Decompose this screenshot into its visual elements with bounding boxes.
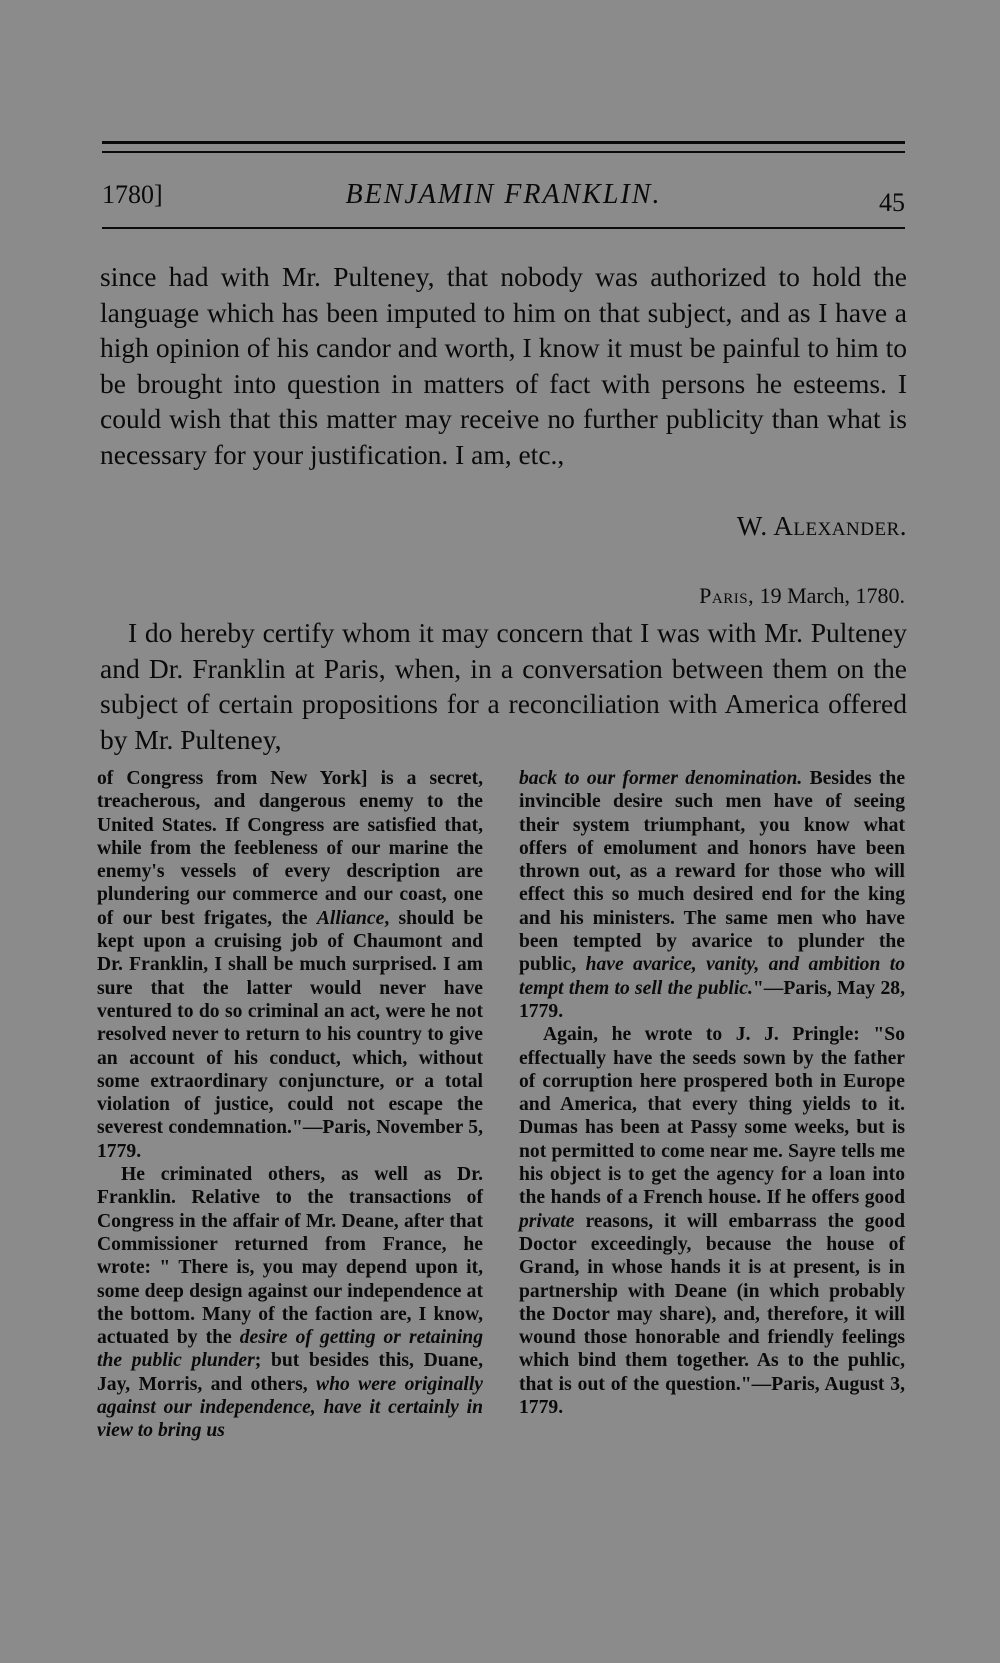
certificate-dateline <box>699 581 905 611</box>
running-head <box>102 178 905 218</box>
dateline-date: 19 March, 1780. <box>754 583 905 608</box>
footnote-column-left <box>97 767 483 1443</box>
certificate-paragraph: I do hereby certify whom it may concern that I was with Mr. Pulteney and Dr. Franklin at Paris, when, in a conversation between them on the subject of certain propositions for a reconciliation with America offered by Mr. Pulteney, <box>100 617 907 755</box>
footnote-text: "—Paris, May 28, 1779. <box>519 977 906 1022</box>
footnote-italic-text: have avarice, vanity, and ambition to tempt them to sell the public. <box>519 954 906 999</box>
top-double-rule-lower <box>102 151 905 153</box>
running-head-year: 1780] <box>102 180 163 209</box>
footnote-text: ; but besides this, Duane, Jay, Morris, and others, <box>97 1350 483 1395</box>
running-head-title: BENJAMIN FRANKLIN. <box>345 179 662 210</box>
footnote-column-right <box>519 767 905 1419</box>
footnote-italic-text: desire of getting or retaining the public plunder <box>97 1327 483 1372</box>
letter-signature: W. Alexander. <box>736 511 907 541</box>
footnote-italic-text: who were originally against our independence, have it certainly in view to bring us <box>97 1373 483 1442</box>
footnote-left-paragraph-1 <box>97 767 483 1163</box>
footnote-italic-text: Alliance <box>316 907 385 929</box>
footnote-right-paragraph-1 <box>519 767 905 1023</box>
footnote-text: He criminated others, as well as Dr. Franklin. Relative to the transactions of Congress in the affair of Mr. Deane, after that Commissioner returned from France, he wrote: " There is, you may depend upon it, some deep design against our independence at the bottom. Many of the faction are, I know, actuated by the <box>97 1164 483 1349</box>
dateline-place: Paris, <box>699 583 755 608</box>
footnote-right-paragraph-2 <box>519 1023 905 1419</box>
letter-paragraph: since had with Mr. Pulteney, that nobody was authorized to hold the language which has been imputed to him on that subject, and as I have a high opinion of his candor and worth, I know it must be painful to him to be brought into question in matters of fact with persons he esteems. I could wish that this matter may receive no further publicity than what is necessary for your justification. I am, etc., <box>100 261 907 470</box>
footnote-text: , should be kept upon a cruising job of Chaumont and Dr. Franklin, I shall be much surprised. I am sure that the latter would never have ventured to do so criminal an act, were he not resolved never to return to his country to give an account of his conduct, which, without some extraordinary conjuncture, or a total violation of justice, could not escape the severest condemnation."—Paris, November 5, 1779. <box>97 907 483 1162</box>
footnote-italic-text: back to our former denomination. <box>519 768 803 789</box>
running-head-rule <box>102 227 905 229</box>
footnote-italic-text: private <box>519 1210 575 1232</box>
page-number: 45 <box>879 188 905 217</box>
footnote-text: of Congress from New York] is a secret, treacherous, and dangerous enemy to the United States. If Congress are satisfied that, while from the feebleness of our marine the enemy's vessels of every description are plundering our commerce and our coast, one of our best frigates, the <box>97 768 483 929</box>
footnote-text: Again, he wrote to J. J. Pringle: "So effectually have the seeds sown by the father of corruption here prospered both in Europe and America, that every thing yields to it. Dumas has been at Passy some weeks, but is not permitted to come near me. Sayre tells me his object is to get the agency for a loan into the hands of a French house. If he offers good <box>519 1024 905 1209</box>
footnote-text: Besides the invincible desire such men have of seeing their system triumphant, you know what offers of emolument and honors have been thrown out, as a reward for those who will effect this so much desired end for the king and his ministers. The same men who have been tempted by avarice to plunder the public, <box>519 768 906 976</box>
top-double-rule-upper <box>102 141 905 144</box>
footnote-text: reasons, it will embarrass the good Doctor exceedingly, because the house of Grand, in whose hands it is at present, is in partnership with Deane (in which probably the Doctor may share), and, therefore, it will wound those honorable and friendly feelings which bind them together. As to the puhlic, that is out of the question."—Paris, August 3, 1779. <box>519 1210 905 1419</box>
footnote-left-paragraph-2 <box>97 1163 483 1443</box>
